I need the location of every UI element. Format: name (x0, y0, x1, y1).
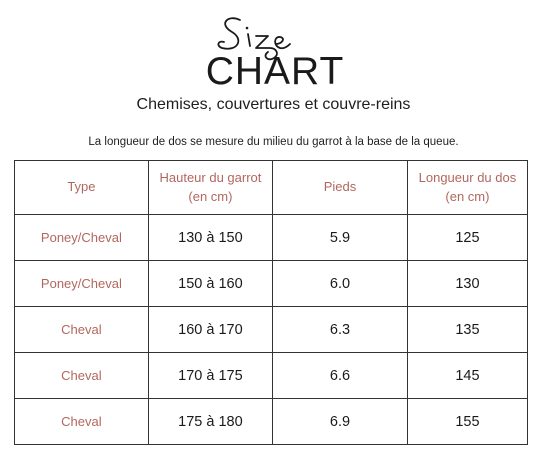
cell-withers-height: 160 à 170 (148, 307, 272, 353)
header-type (15, 161, 149, 215)
cell-withers-height: 175 à 180 (148, 399, 272, 445)
cell-feet: 6.9 (273, 399, 408, 445)
header-back-length-label: Longueur du dos (en cm) (418, 169, 517, 204)
cell-feet: 6.3 (273, 307, 408, 353)
cell-type: Poney/Cheval (15, 215, 149, 261)
header-withers-height-label: Hauteur du garrot (en cm) (159, 169, 262, 204)
cell-back-length: 145 (407, 353, 527, 399)
cell-withers-height: 170 à 175 (148, 353, 272, 399)
header-withers-height (148, 161, 272, 215)
cell-back-length: 125 (407, 215, 527, 261)
header-back-length (407, 161, 527, 215)
table-header-row (15, 161, 528, 215)
header-feet-label: Pieds (323, 179, 357, 195)
header-type-label: Type (67, 179, 96, 195)
table-row (15, 215, 528, 261)
logo-chart-word: CHART (205, 50, 345, 93)
cell-type: Poney/Cheval (15, 261, 149, 307)
cell-type: Cheval (15, 353, 149, 399)
table-row (15, 261, 528, 307)
table-row (15, 399, 528, 445)
cell-feet: 6.0 (273, 261, 408, 307)
measurement-note: La longueur de dos se mesure du milieu du garrot à la base de la queue. (88, 136, 459, 148)
table-row (15, 353, 528, 399)
cell-back-length: 155 (407, 399, 527, 445)
table-row (15, 307, 528, 353)
cell-feet: 6.6 (273, 353, 408, 399)
cell-type: Cheval (15, 399, 149, 445)
page-subtitle: Chemises, couvertures et couvre-reins (136, 96, 411, 113)
cell-type: Cheval (15, 307, 149, 353)
cell-back-length: 135 (407, 307, 527, 353)
cell-back-length: 130 (407, 261, 527, 307)
size-table (14, 160, 528, 445)
size-chart-logo (170, 6, 380, 98)
cell-withers-height: 150 à 160 (148, 261, 272, 307)
header-feet (273, 161, 408, 215)
cell-withers-height: 130 à 150 (148, 215, 272, 261)
cell-feet: 5.9 (273, 215, 408, 261)
